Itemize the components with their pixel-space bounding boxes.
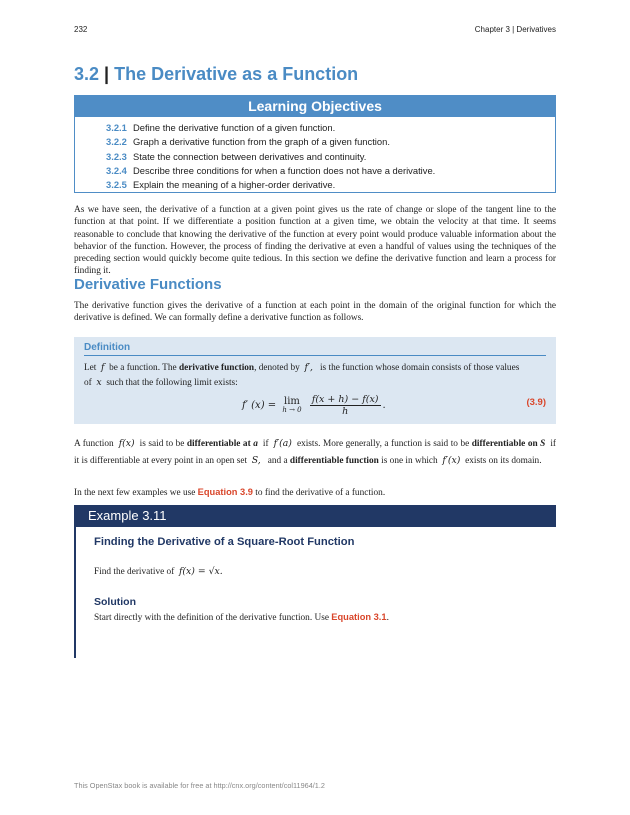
section-heading-text: The Derivative as a Function xyxy=(114,64,359,84)
def-text: be a function. The xyxy=(109,363,177,373)
solution-title: Solution xyxy=(94,596,136,608)
objective-number: 3.2.5 xyxy=(106,179,127,191)
objective-text: State the connection between derivatives and continuity. xyxy=(133,150,367,162)
dp-math: f′(x) xyxy=(442,454,461,466)
dp-bold: differentiable xyxy=(471,439,526,449)
definition-box xyxy=(74,337,556,424)
def-bold-term: derivative function xyxy=(178,363,255,373)
equation-3-1-link[interactable]: Equation 3.1 xyxy=(331,612,387,622)
def-math-x: x xyxy=(96,377,102,388)
def-text: such that the following limit exists: xyxy=(106,378,238,388)
derivative-equation xyxy=(242,394,386,417)
solution-text xyxy=(94,612,389,623)
definition-text-line2 xyxy=(84,377,238,388)
eq-denominator: h xyxy=(342,406,349,417)
def-text: , denoted by xyxy=(254,363,300,373)
objective-text: Describe three conditions for when a function does not have a derivative. xyxy=(133,164,436,176)
differentiable-paragraph xyxy=(74,436,556,469)
definition-title: Definition xyxy=(84,342,131,353)
objective-text: Define the derivative function of a given function. xyxy=(133,122,336,133)
dp-bold: on xyxy=(527,439,538,449)
dp-text: exists on its domain. xyxy=(465,455,542,466)
page-footer: This OpenStax book is available for free at http://cnx.org/content/col11964/1.2 xyxy=(74,781,325,790)
equation-3-9-link[interactable]: Equation 3.9 xyxy=(197,487,253,497)
objective-item xyxy=(106,178,435,192)
objective-item xyxy=(106,150,435,164)
learning-objectives-list xyxy=(106,121,435,192)
example-heading-text: Example 3.11 xyxy=(88,508,167,523)
objective-text: Graph a derivative function from the graph of a given function. xyxy=(133,136,390,148)
eq-lhs: f′ (x) = xyxy=(242,400,277,411)
running-header-chapter: Chapter 3 | Derivatives xyxy=(474,25,556,34)
eq-lim-sub: h → 0 xyxy=(282,405,302,414)
intro-paragraph: As we have seen, the derivative of a function at a given point gives us the rate of change or slope of the tangent line to the function at that point. If we differentiate a position function at a given time, we obtain the velocity at that time. It seems reasonable to conclude that knowing the derivative of the function at every point would produce valuable information about the behavior of the function. However, the process of finding the derivative at even a handful of values using the techniques of the preceding section would quickly become quite tedious. In this section we define the derivative function and learn a process for finding it. xyxy=(74,205,556,277)
eq-numerator: f(x + h) − f(x) xyxy=(311,394,379,405)
def-text: of xyxy=(84,378,92,388)
dp-math-bold: a xyxy=(253,439,258,449)
ex-math: f(x) = √x. xyxy=(178,566,223,577)
objective-item xyxy=(106,164,435,178)
eq-limit xyxy=(282,397,301,415)
dp-bold: differentiable at xyxy=(186,439,251,449)
ne-text: to find the derivative of a function. xyxy=(255,488,386,498)
ex-text: Find the derivative of xyxy=(94,567,175,577)
eq-lim-word: lim xyxy=(284,395,300,407)
section-number: 3.2 xyxy=(74,64,100,84)
objective-number: 3.2.4 xyxy=(106,164,127,176)
objective-text: Explain the meaning of a higher-order derivative. xyxy=(133,179,336,191)
definition-rule xyxy=(84,355,546,356)
subsection-paragraph: The derivative function gives the derivative of a function at each point in the domain of the original function for which the derivative is defined. We can formally define a derivative function as follows. xyxy=(74,301,556,324)
sol-text: . xyxy=(386,613,389,623)
section-separator: | xyxy=(104,64,110,84)
subsection-title: Derivative Functions xyxy=(74,276,222,293)
objective-number: 3.2.2 xyxy=(106,136,127,148)
objective-item xyxy=(106,121,435,135)
next-examples-paragraph xyxy=(74,486,556,499)
def-math-fprime: f′, xyxy=(304,362,313,373)
objective-item xyxy=(106,135,435,149)
equation-label: (3.9) xyxy=(526,397,546,408)
objective-number: 3.2.3 xyxy=(106,150,127,162)
def-math-f: f xyxy=(101,362,105,373)
dp-text: A function xyxy=(74,439,114,449)
dp-math: f′(a) xyxy=(273,438,292,449)
dp-math: S, xyxy=(251,454,261,466)
dp-text: is said to be xyxy=(139,439,185,449)
def-text: is the function whose domain consists of those values xyxy=(319,363,520,373)
dp-bold: differentiable function xyxy=(289,455,379,466)
def-text: Let xyxy=(84,363,97,373)
dp-text: if xyxy=(262,439,269,449)
dp-text: exists. More generally, a function is said to be xyxy=(296,439,470,449)
dp-text: and a xyxy=(267,455,288,466)
example-header xyxy=(74,505,556,527)
eq-end: . xyxy=(382,400,386,411)
dp-text: is one in which xyxy=(381,455,438,466)
example-prompt xyxy=(94,566,223,577)
objective-number: 3.2.1 xyxy=(106,122,127,133)
section-title xyxy=(74,64,358,85)
sol-text: Start directly with the definition of the derivative function. Use xyxy=(94,613,329,623)
ne-text: In the next few examples we use xyxy=(74,488,196,498)
learning-objectives-box xyxy=(74,95,556,193)
dp-text: if it is differentiable at every point in an open set xyxy=(74,439,557,466)
definition-text-line1 xyxy=(84,361,546,375)
learning-objectives-heading: Learning Objectives xyxy=(75,96,555,117)
eq-fraction xyxy=(310,394,381,417)
page-number: 232 xyxy=(74,25,88,34)
dp-math: f(x) xyxy=(118,438,135,449)
example-left-rule xyxy=(74,527,76,658)
example-title: Finding the Derivative of a Square-Root Function xyxy=(94,536,355,548)
dp-math-bold: S xyxy=(540,439,546,449)
